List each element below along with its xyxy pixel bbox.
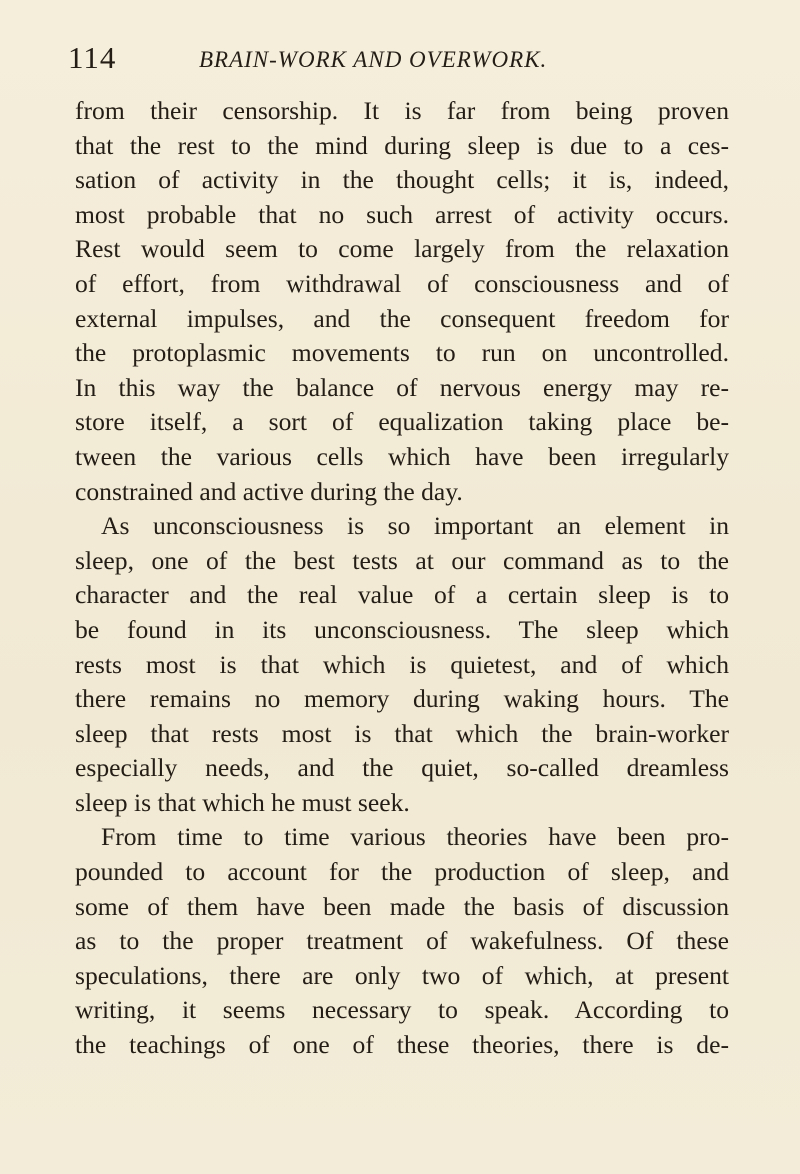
text-line: sleep is that which he must seek. (75, 787, 410, 817)
running-title: BRAIN-WORK AND OVERWORK. (199, 47, 548, 72)
body-text (75, 94, 729, 1063)
text-line: In this way the balance of nervous energy may re- (75, 372, 729, 402)
text-line: rests most is that which is quietest, and of which (75, 649, 729, 679)
text-line: As unconsciousness is so important an element in (101, 511, 729, 541)
text-line: of effort, from withdrawal of consciousness and of (75, 268, 729, 298)
text-line: From time to time various theories have been pro- (101, 822, 729, 852)
text-line: sleep that rests most is that which the brain-worker (75, 718, 729, 748)
paragraph-2 (75, 509, 729, 820)
text-line: external impulses, and the consequent freedom for (75, 303, 729, 333)
text-line: there remains no memory during waking hours. The (75, 684, 729, 714)
text-line: Rest would seem to come largely from the relaxation (75, 234, 729, 264)
running-head (68, 40, 738, 80)
text-line: most probable that no such arrest of activity occurs. (75, 199, 729, 229)
text-line: pounded to account for the production of sleep, and (75, 857, 729, 887)
text-line: be found in its unconsciousness. The sleep which (75, 614, 729, 644)
text-line: from their censorship. It is far from being proven (75, 96, 729, 125)
text-line: sation of activity in the thought cells; it is, indeed, (75, 165, 729, 195)
text-line: character and the real value of a certain sleep is to (75, 580, 729, 610)
text-line: some of them have been made the basis of discussion (75, 891, 729, 921)
text-line: especially needs, and the quiet, so-called dreamless (75, 753, 729, 783)
text-line: constrained and active during the day. (75, 476, 463, 506)
text-line: the teachings of one of these theories, there is de- (75, 1030, 729, 1060)
text-line: sleep, one of the best tests at our command as to the (75, 545, 729, 575)
text-line: tween the various cells which have been irregularly (75, 441, 729, 471)
text-line: that the rest to the mind during sleep is due to a ces- (75, 130, 729, 160)
text-line: store itself, a sort of equalization taking place be- (75, 407, 729, 437)
text-line: writing, it seems necessary to speak. According to (75, 995, 729, 1025)
paragraph-1 (75, 94, 729, 509)
page-number: 114 (68, 40, 117, 75)
text-line: speculations, there are only two of which, at present (75, 960, 729, 990)
text-line: as to the proper treatment of wakefulness. Of these (75, 926, 729, 956)
paragraph-3 (75, 820, 729, 1062)
text-line: the protoplasmic movements to run on uncontrolled. (75, 338, 729, 368)
